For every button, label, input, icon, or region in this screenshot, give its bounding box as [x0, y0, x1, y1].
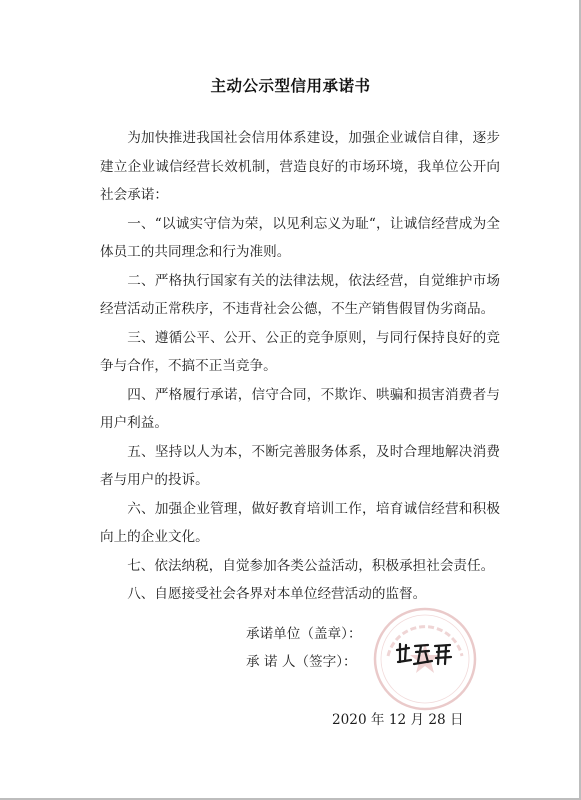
paragraph-item-1: 一、“以诚实守信为荣，以见利忘义为耻“，让诚信经营成为全体员工的共同理念和行为准则。 [100, 215, 500, 260]
paragraph-item-5: 五、坚持以人为本，不断完善服务体系，及时合理地解决消费者与用户的投诉。 [100, 443, 500, 488]
document-title: 主动公示型信用承诺书 [210, 77, 371, 95]
paragraph-intro: 为加快推进我国社会信用体系建设，加强企业诚信自律，逐步建立企业诚信经营长效机制，营造良好的市场环境，我单位公开向社会承诺： [100, 130, 500, 203]
document-body [100, 124, 500, 609]
paragraph-item-2: 二、严格执行国家有关的法律法规，依法经营，自觉维护市场经营活动正常秩序，不违背社会公德，不生产销售假冒伪劣商品。 [100, 272, 500, 317]
sign-unit-label: 承诺单位（盖章）： [246, 626, 362, 642]
paragraph-item-8: 八、自愿接受社会各界对本单位经营活动的监督。 [127, 586, 427, 602]
sign-date: 2020 年 12 月 28 日 [332, 712, 464, 728]
paragraph-item-6: 六、加强企业管理，做好教育培训工作，培育诚信经营和积极向上的企业文化。 [100, 500, 500, 545]
sign-person-label: 承 诺 人（签字）： [246, 654, 357, 670]
handwritten-signature [394, 640, 454, 670]
paragraph-item-4: 四、严格履行承诺，信守合同，不欺诈、哄骗和损害消费者与用户利益。 [100, 386, 500, 431]
paragraph-item-3: 三、遵循公平、公开、公正的竞争原则，与同行保持良好的竞争与合作，不搞不正当竞争。 [100, 329, 500, 374]
paragraph-item-7: 七、依法纳税，自觉参加各类公益活动，积极承担社会责任。 [127, 557, 495, 574]
